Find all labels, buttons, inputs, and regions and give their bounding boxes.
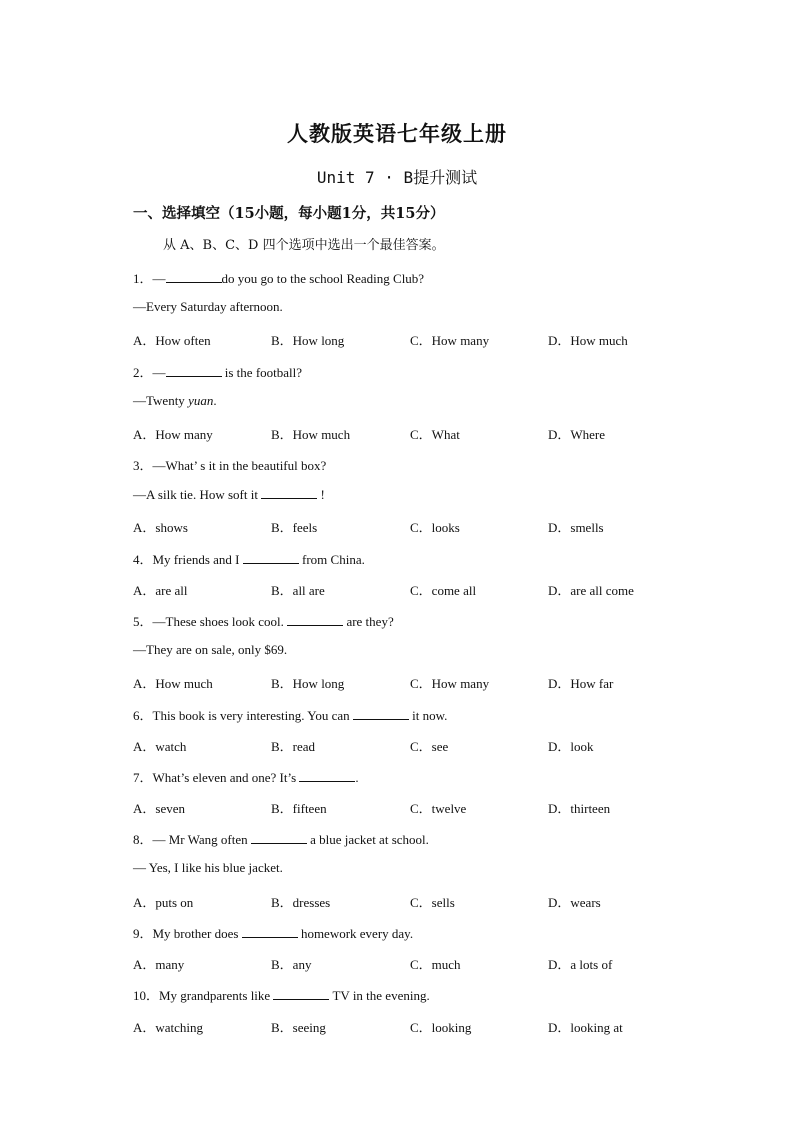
option-b: B．feels [271, 520, 318, 535]
answer-blank [287, 613, 343, 626]
section-heading: 一、选择填空（15小题，每小题1分，共15分） [133, 205, 445, 222]
option-b: B．all are [271, 583, 325, 598]
page-subtitle: Unit 7 · B提升测试 [316, 168, 478, 187]
question-4-options [133, 580, 693, 598]
option-d: D．How far [548, 676, 614, 691]
answer-blank [299, 769, 355, 782]
option-d: D．are all come [548, 583, 634, 598]
option-b: B．fifteen [271, 801, 327, 816]
page-title: 人教版英语七年级上册 [287, 121, 507, 146]
answer-blank [166, 270, 222, 283]
answer-blank [261, 486, 317, 499]
option-d: D．Where [548, 427, 606, 442]
answer-blank [166, 364, 222, 377]
option-c: C．How many [410, 333, 490, 348]
question-2-reply: —Twenty yuan. [133, 393, 217, 408]
option-a: A．How much [133, 676, 213, 691]
option-d: D．How much [548, 333, 628, 348]
answer-blank [273, 987, 329, 1000]
option-a: A．many [133, 957, 185, 972]
option-c: C．come all [410, 583, 477, 598]
question-8-stem: 8．— Mr Wang often a blue jacket at school. [133, 832, 429, 847]
section-instruction: 从 A、B、C、D 四个选项中选出一个最佳答案。 [163, 238, 445, 253]
option-b: B．How much [271, 427, 351, 442]
option-d: D．smells [548, 520, 604, 535]
option-a: A．shows [133, 520, 188, 535]
question-10-options [133, 1017, 693, 1035]
question-3-reply: —A silk tie. How soft it ! [133, 487, 325, 502]
option-c: C．looking [410, 1020, 472, 1035]
answer-blank [353, 707, 409, 720]
question-7-options [133, 798, 693, 816]
option-b: B．seeing [271, 1020, 326, 1035]
question-10-stem: 10．My grandparents like TV in the evening. [133, 988, 430, 1003]
option-c: C．see [410, 739, 449, 754]
question-2-options [133, 424, 693, 442]
answer-blank [242, 925, 298, 938]
option-c: C．What [410, 427, 460, 442]
option-a: A．seven [133, 801, 185, 816]
question-6-stem: 6．This book is very interesting. You can it now. [133, 708, 448, 723]
option-c: C．How many [410, 676, 490, 691]
option-a: A．How often [133, 333, 211, 348]
option-b: B．dresses [271, 895, 331, 910]
option-b: B．read [271, 739, 316, 754]
option-b: B．any [271, 957, 312, 972]
question-4-stem: 4．My friends and I from China. [133, 552, 365, 567]
question-7-stem: 7．What’s eleven and one? It’s . [133, 770, 359, 785]
question-8-reply: — Yes, I like his blue jacket. [133, 860, 283, 875]
question-2-stem: 2．— is the football? [133, 365, 303, 380]
option-c: C．looks [410, 520, 460, 535]
question-1-stem: 1．— do you go to the school Reading Club? [133, 271, 425, 286]
option-c: C．much [410, 957, 461, 972]
question-5-options [133, 673, 693, 691]
question-8-options [133, 892, 693, 910]
option-c: C．sells [410, 895, 455, 910]
option-d: D．thirteen [548, 801, 611, 816]
option-d: D．looking at [548, 1020, 623, 1035]
question-9-options [133, 954, 693, 972]
option-d: D．look [548, 739, 594, 754]
option-d: D．wears [548, 895, 601, 910]
option-b: B．How long [271, 333, 345, 348]
question-3-options [133, 517, 693, 535]
question-6-options [133, 736, 693, 754]
option-c: C．twelve [410, 801, 467, 816]
option-a: A．How many [133, 427, 213, 442]
option-b: B．How long [271, 676, 345, 691]
question-5-stem: 5．—These shoes look cool. are they? [133, 614, 394, 629]
option-a: A．puts on [133, 895, 194, 910]
question-3-stem: 3．—What’ s it in the beautiful box? [133, 458, 327, 473]
question-1-reply: —Every Saturday afternoon. [133, 299, 283, 314]
answer-blank [243, 551, 299, 564]
question-5-reply: —They are on sale, only $69. [133, 642, 288, 657]
question-1-options [133, 330, 693, 348]
option-d: D．a lots of [548, 957, 613, 972]
option-a: A．watching [133, 1020, 204, 1035]
option-a: A．are all [133, 583, 188, 598]
question-9-stem: 9．My brother does homework every day. [133, 926, 414, 941]
answer-blank [251, 831, 307, 844]
option-a: A．watch [133, 739, 187, 754]
